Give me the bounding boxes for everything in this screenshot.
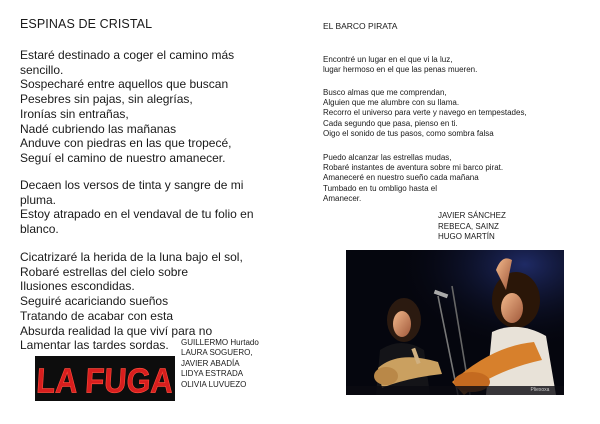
author-name: HUGO MARTÍN <box>438 232 495 242</box>
stanza-2 <box>20 178 254 237</box>
poem-line: Robaré estrellas del cielo sobre <box>20 264 189 279</box>
author-name: GUILLERMO Hurtado <box>181 338 259 347</box>
poem-line: Recorro el universo para verte y navego en tempestades, <box>323 108 527 118</box>
poem-line: Lamentar las tardes sordas. <box>20 338 169 353</box>
la-fuga-logo <box>35 356 175 401</box>
author-name: JAVIER SÁNCHEZ <box>438 211 506 220</box>
poem-line: Seguiré acariciando sueños <box>20 294 169 309</box>
poem-line: Absurda realidad la que viví para no <box>20 323 213 338</box>
poem-line: Estaré destinado a coger el camino más <box>20 48 235 62</box>
poem-line: Cada segundo que pasa, pienso en ti. <box>323 118 458 128</box>
poem-line: sencillo. <box>20 62 64 77</box>
poem-line: Seguí el camino de nuestro amanecer. <box>20 150 226 165</box>
photo-watermark: Pliexoxa <box>530 387 550 393</box>
author-name: JAVIER ABADÍA <box>181 358 240 368</box>
poem-line: Encontré un lugar en el que vi la luz, <box>323 55 453 64</box>
poem-line: Oigo el sonido de tus pasos, como sombra falsa <box>323 128 494 138</box>
poem-line: Busco almas que me comprendan, <box>323 88 447 97</box>
poem-line: Ironías sin entrañas, <box>20 106 129 121</box>
poem-line: Nadé cubriendo las mañanas <box>20 121 177 136</box>
authors-barco <box>438 211 506 243</box>
poem-line: Anduve con piedras en las que tropecé, <box>20 136 232 151</box>
stanza-3 <box>323 153 503 204</box>
author-name: REBECA, SAINZ <box>438 221 499 231</box>
poem-line: Tumbado en tu ombligo hasta el <box>323 183 437 193</box>
stanza-1 <box>323 55 477 75</box>
poem-line: Amanecer. <box>323 193 362 203</box>
stanza-2 <box>323 88 527 139</box>
poem-line: Pesebres sin pajas, sin alegrías, <box>20 92 193 107</box>
poem-line: Cicatrizaré la herida de la luna bajo el sol, <box>20 250 243 264</box>
poem-line: lugar hermoso en el que las penas mueren. <box>323 65 478 75</box>
poem-line: Ilusiones escondidas. <box>20 279 135 294</box>
concert-photo <box>346 250 564 395</box>
poem-line: blanco. <box>20 222 59 237</box>
poem-line: Robaré instantes de aventura sobre mi barco pirat. <box>323 163 504 173</box>
stanza-1 <box>20 48 234 166</box>
authors-espinas <box>181 338 259 390</box>
author-name: LIDYA ESTRADA <box>181 369 244 379</box>
logo-text: LA FUGA <box>35 360 175 400</box>
poem-line: Amaneceré en nuestro sueño cada mañana <box>323 173 479 183</box>
poem-line: Sospecharé entre aquellos que buscan <box>20 77 229 92</box>
poem-line: pluma. <box>20 192 57 207</box>
poem-line: Tratando de acabar con esta <box>20 308 173 323</box>
poem-title-barco: EL BARCO PIRATA <box>323 21 398 31</box>
poem-line: Estoy atrapado en el vendaval de tu folio en <box>20 207 254 222</box>
poem-line: Puedo alcanzar las estrellas mudas, <box>323 153 452 162</box>
poem-line: Alguien que me alumbre con su llama. <box>323 98 460 108</box>
poem-line: Decaen los versos de tinta y sangre de mi <box>20 178 244 192</box>
author-name: OLIVIA LUVUEZO <box>181 379 247 389</box>
author-name: LAURA SOGUERO, <box>181 348 253 358</box>
poem-title-espinas: ESPINAS DE CRISTAL <box>20 17 153 31</box>
